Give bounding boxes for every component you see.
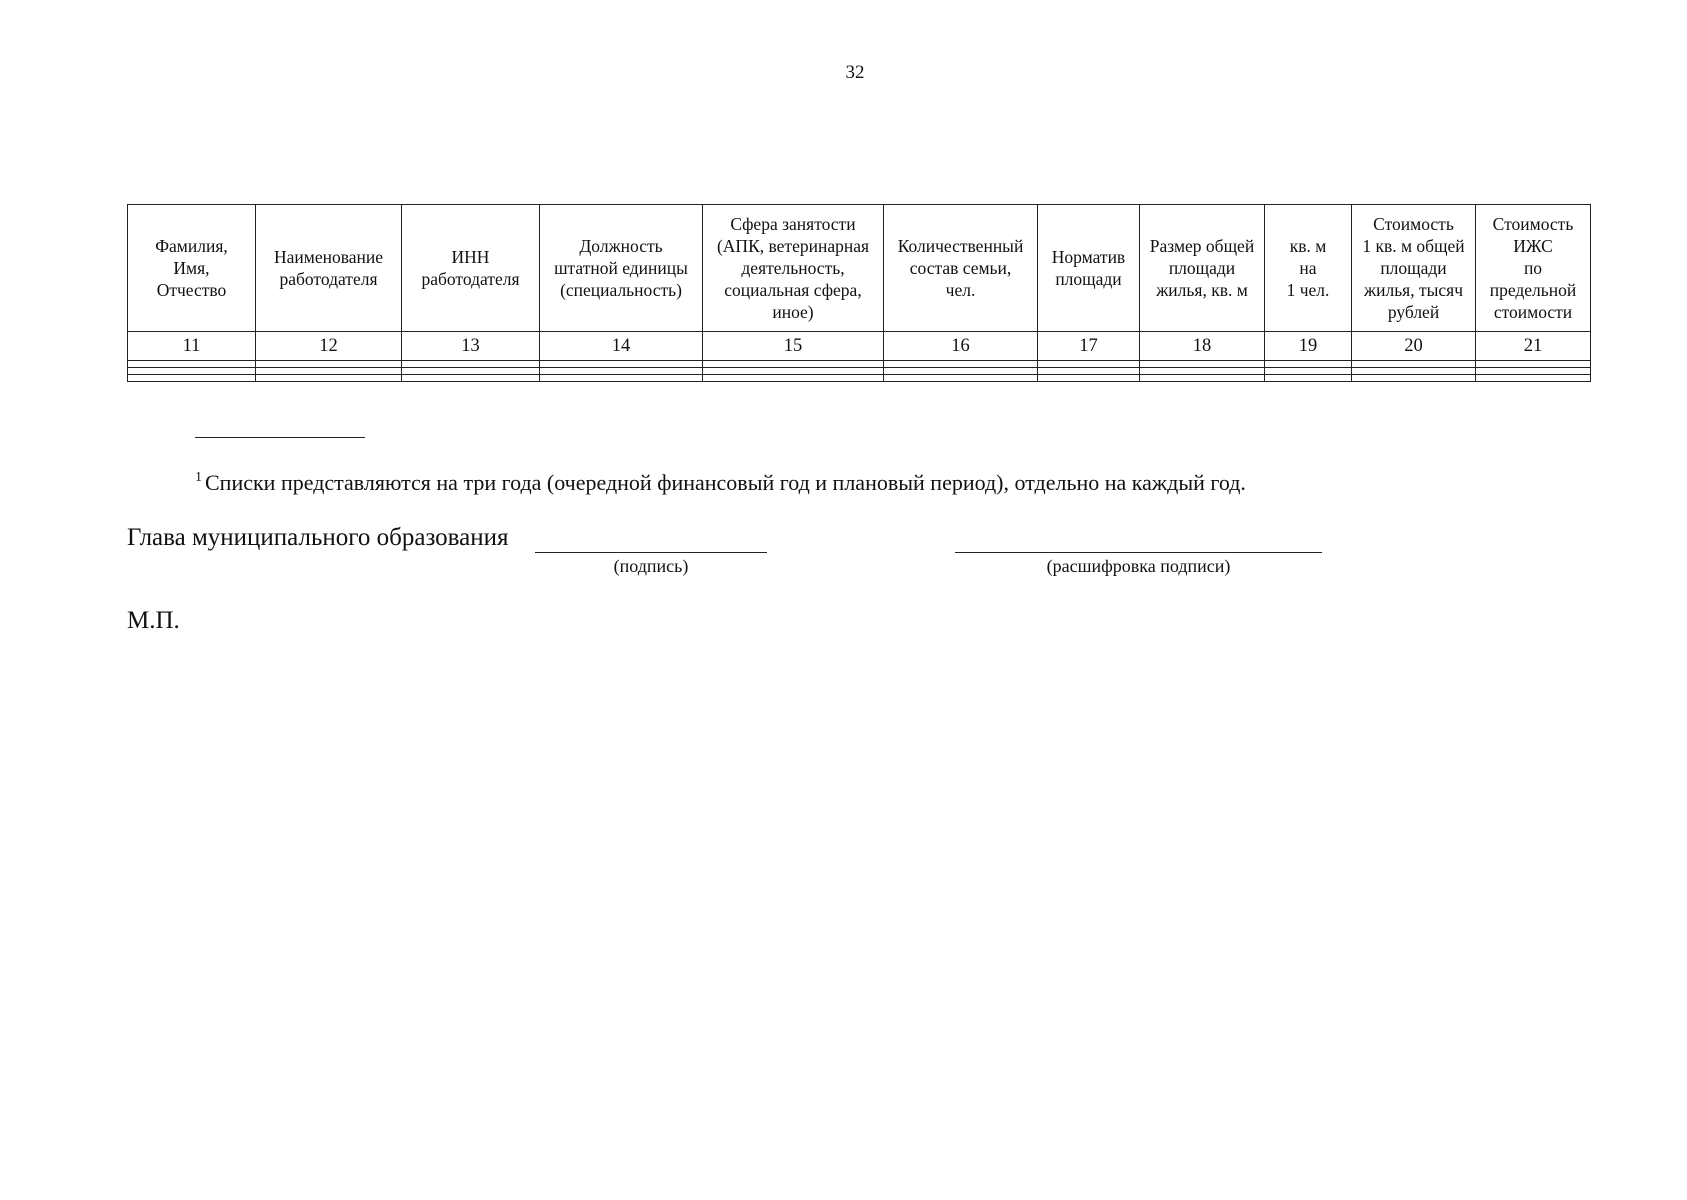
header-full-name: Фамилия, Имя, Отчество [128, 205, 256, 332]
empty-cell [1352, 361, 1476, 368]
signature-caption: (подпись) [613, 556, 689, 576]
head-of-municipality-label: Глава муниципального образования [127, 524, 509, 551]
empty-cell [256, 368, 402, 375]
empty-cell [540, 368, 703, 375]
header-employer-name: Наименование работодателя [256, 205, 402, 332]
empty-cell [884, 375, 1038, 382]
header-cost-per-sqm: Стоимость 1 кв. м общей площади жилья, тысяч рублей [1352, 205, 1476, 332]
empty-cell [1265, 361, 1352, 368]
signature-decode-caption: (расшифровка подписи) [1046, 556, 1231, 576]
footnote-marker: 1 [195, 470, 202, 485]
footnote-text: Списки представляются на три года (очередной финансовый год и плановый период), отдельно на каждый год. [205, 470, 1246, 495]
empty-cell [1038, 361, 1140, 368]
header-employer-inn: ИНН работодателя [402, 205, 540, 332]
empty-cell [703, 361, 884, 368]
column-number: 12 [256, 332, 402, 361]
empty-cell [1352, 375, 1476, 382]
column-number: 17 [1038, 332, 1140, 361]
stamp-place-label: М.П. [127, 607, 180, 634]
empty-cell [128, 368, 256, 375]
empty-cell [128, 375, 256, 382]
empty-row [128, 361, 1591, 368]
column-number: 14 [540, 332, 703, 361]
empty-cell [256, 361, 402, 368]
employee-list-table [127, 204, 1591, 382]
header-employment-sphere: Сфера занятости (АПК, ветеринарная деятельность, социальная сфера, иное) [703, 205, 884, 332]
header-position: Должность штатной единицы (специальность) [540, 205, 703, 332]
table-header-row [128, 205, 1591, 332]
empty-cell [1140, 375, 1265, 382]
empty-cell [703, 368, 884, 375]
footnote [195, 470, 1246, 496]
empty-cell [540, 361, 703, 368]
empty-cell [1265, 375, 1352, 382]
header-total-area: Размер общей площади жилья, кв. м [1140, 205, 1265, 332]
empty-cell [1476, 375, 1591, 382]
empty-cell [1140, 368, 1265, 375]
column-number: 16 [884, 332, 1038, 361]
column-number: 13 [402, 332, 540, 361]
column-number: 21 [1476, 332, 1591, 361]
column-number-row [128, 332, 1591, 361]
signature-decode-field [955, 552, 1322, 553]
empty-cell [402, 375, 540, 382]
header-area-per-person: кв. м на 1 чел. [1265, 205, 1352, 332]
empty-cell [884, 361, 1038, 368]
header-family-size: Количественный состав семьи, чел. [884, 205, 1038, 332]
header-area-standard: Норматив площади [1038, 205, 1140, 332]
empty-cell [1352, 368, 1476, 375]
empty-cell [128, 361, 256, 368]
empty-cell [884, 368, 1038, 375]
empty-cell [256, 375, 402, 382]
column-number: 18 [1140, 332, 1265, 361]
empty-cell [540, 375, 703, 382]
empty-cell [1476, 361, 1591, 368]
empty-cell [1038, 368, 1140, 375]
empty-cell [402, 368, 540, 375]
empty-cell [1038, 375, 1140, 382]
column-number: 20 [1352, 332, 1476, 361]
column-number: 19 [1265, 332, 1352, 361]
empty-row [128, 368, 1591, 375]
header-ihs-cost: Стоимость ИЖС по предельной стоимости [1476, 205, 1591, 332]
page-number: 32 [845, 62, 865, 83]
empty-cell [402, 361, 540, 368]
empty-cell [1265, 368, 1352, 375]
empty-cell [1476, 368, 1591, 375]
column-number: 11 [128, 332, 256, 361]
empty-row [128, 375, 1591, 382]
signature-field [535, 552, 767, 553]
column-number: 15 [703, 332, 884, 361]
empty-cell [703, 375, 884, 382]
empty-cell [1140, 361, 1265, 368]
footnote-divider [195, 437, 365, 438]
